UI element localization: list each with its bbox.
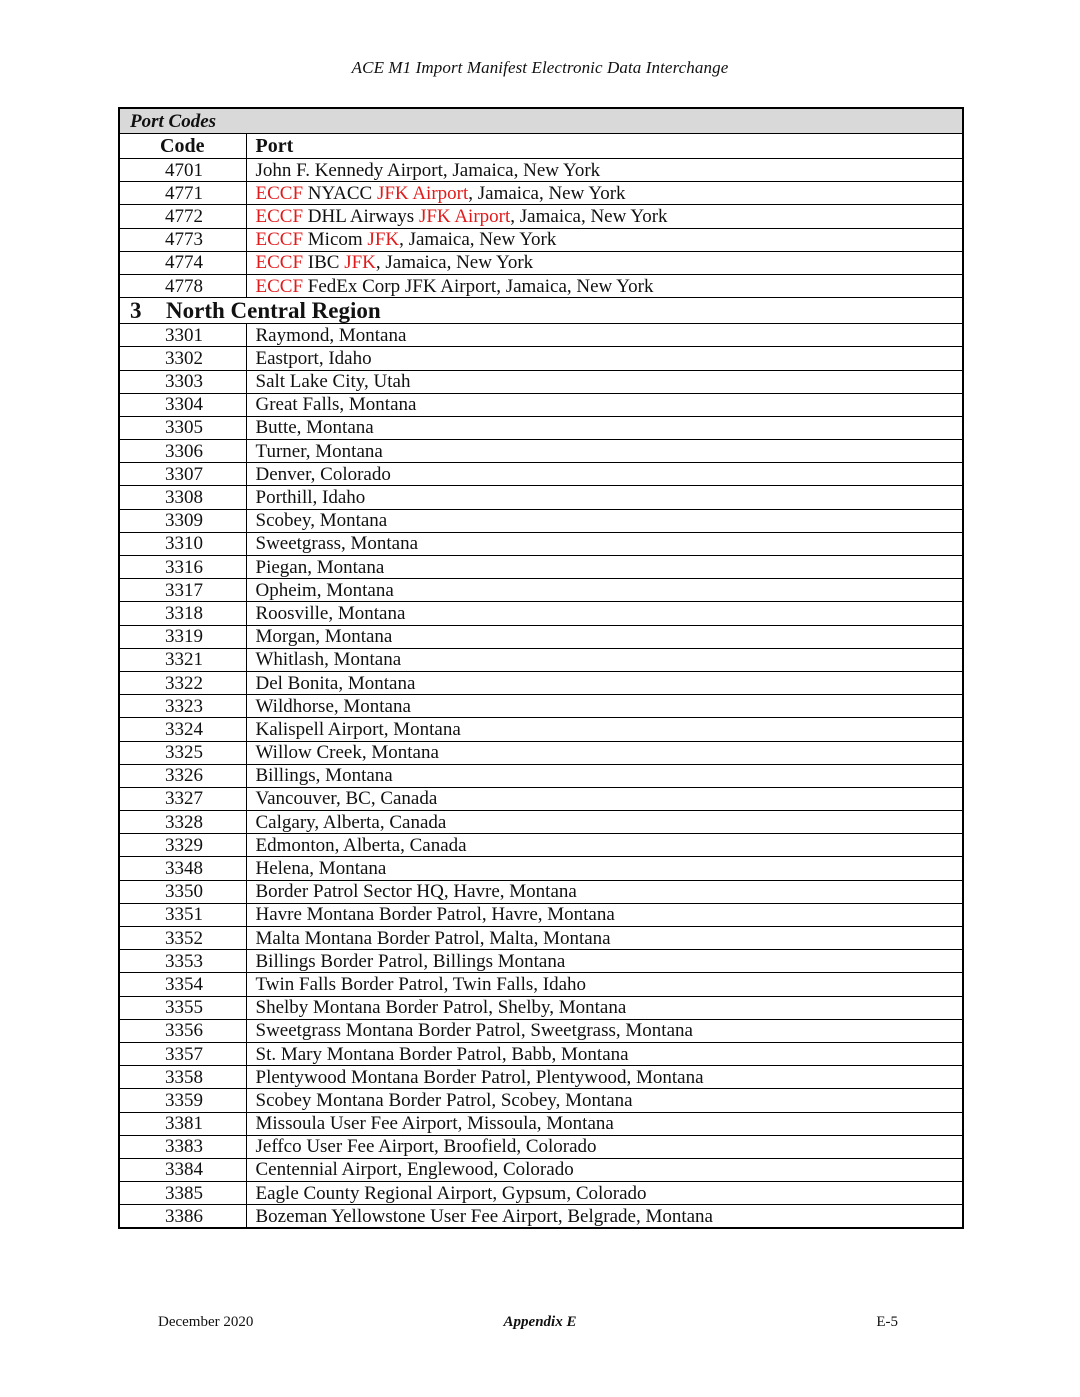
table-row	[119, 205, 963, 228]
port-name: Centennial Airport, Englewood, Colorado	[246, 1158, 963, 1181]
table-row	[119, 1158, 963, 1181]
port-code: 3318	[119, 602, 246, 625]
port-name: Border Patrol Sector HQ, Havre, Montana	[246, 880, 963, 903]
table-row	[119, 274, 963, 297]
port-name: Porthill, Idaho	[246, 486, 963, 509]
table-row	[119, 648, 963, 671]
port-code: 3323	[119, 695, 246, 718]
port-code: 3352	[119, 927, 246, 950]
port-code: 3325	[119, 741, 246, 764]
port-name: Morgan, Montana	[246, 625, 963, 648]
port-code: 4778	[119, 274, 246, 297]
port-code: 3321	[119, 648, 246, 671]
port-name: Willow Creek, Montana	[246, 741, 963, 764]
port-code: 3386	[119, 1205, 246, 1229]
port-name: Del Bonita, Montana	[246, 671, 963, 694]
port-name: Eastport, Idaho	[246, 347, 963, 370]
table-row	[119, 556, 963, 579]
table-row	[119, 950, 963, 973]
port-code: 3385	[119, 1182, 246, 1205]
port-code: 3304	[119, 393, 246, 416]
table-row	[119, 880, 963, 903]
table-row	[119, 973, 963, 996]
port-code: 3319	[119, 625, 246, 648]
port-code: 3350	[119, 880, 246, 903]
port-name: Sweetgrass, Montana	[246, 532, 963, 555]
port-name: ECCF IBC JFK, Jamaica, New York	[246, 251, 963, 274]
table-row	[119, 1182, 963, 1205]
port-name: John F. Kennedy Airport, Jamaica, New York	[246, 159, 963, 182]
table-row	[119, 927, 963, 950]
footer-date: December 2020	[158, 1314, 254, 1330]
port-name: ECCF Micom JFK, Jamaica, New York	[246, 228, 963, 251]
highlighted-text: ECCF	[255, 205, 304, 227]
port-code: 3328	[119, 811, 246, 834]
port-name: Denver, Colorado	[246, 463, 963, 486]
port-name: Vancouver, BC, Canada	[246, 787, 963, 810]
port-name: Roosville, Montana	[246, 602, 963, 625]
column-header-port: Port	[246, 134, 963, 159]
port-name: Helena, Montana	[246, 857, 963, 880]
table-row	[119, 370, 963, 393]
table-row	[119, 695, 963, 718]
table-row	[119, 416, 963, 439]
table-row	[119, 324, 963, 347]
port-code: 3322	[119, 671, 246, 694]
footer-section: Appendix E	[503, 1314, 577, 1330]
port-code: 4772	[119, 205, 246, 228]
port-name: Plentywood Montana Border Patrol, Plentywood, Montana	[246, 1066, 963, 1089]
port-name: Opheim, Montana	[246, 579, 963, 602]
region-name: North Central Region	[166, 298, 381, 324]
port-codes-table	[118, 107, 964, 1229]
table-row	[119, 625, 963, 648]
port-name: ECCF DHL Airways JFK Airport, Jamaica, New York	[246, 205, 963, 228]
table-caption-row	[119, 108, 963, 134]
port-name: Wildhorse, Montana	[246, 695, 963, 718]
port-name: Scobey Montana Border Patrol, Scobey, Montana	[246, 1089, 963, 1112]
port-code: 3316	[119, 556, 246, 579]
port-code: 3348	[119, 857, 246, 880]
port-name: Billings, Montana	[246, 764, 963, 787]
table-row	[119, 251, 963, 274]
port-name: Kalispell Airport, Montana	[246, 718, 963, 741]
port-code: 3326	[119, 764, 246, 787]
port-name: Shelby Montana Border Patrol, Shelby, Montana	[246, 996, 963, 1019]
port-code: 3324	[119, 718, 246, 741]
port-name: Twin Falls Border Patrol, Twin Falls, Idaho	[246, 973, 963, 996]
port-name: Salt Lake City, Utah	[246, 370, 963, 393]
port-code: 3309	[119, 509, 246, 532]
port-name: Turner, Montana	[246, 440, 963, 463]
table-row	[119, 509, 963, 532]
highlighted-text: JFK Airport	[376, 182, 469, 204]
port-name: Calgary, Alberta, Canada	[246, 811, 963, 834]
table-caption: Port Codes	[119, 108, 963, 134]
table-row	[119, 1042, 963, 1065]
table-row	[119, 463, 963, 486]
table-header-row	[119, 134, 963, 159]
table-row	[119, 182, 963, 205]
port-name: Great Falls, Montana	[246, 393, 963, 416]
table-row	[119, 903, 963, 926]
highlighted-text: ECCF	[255, 182, 304, 204]
table-row	[119, 996, 963, 1019]
table-row	[119, 811, 963, 834]
table-row	[119, 1019, 963, 1042]
port-code: 3317	[119, 579, 246, 602]
port-code: 3351	[119, 903, 246, 926]
port-name: Eagle County Regional Airport, Gypsum, Colorado	[246, 1182, 963, 1205]
port-code: 3353	[119, 950, 246, 973]
port-name: Raymond, Montana	[246, 324, 963, 347]
table-row	[119, 834, 963, 857]
table-row	[119, 1089, 963, 1112]
port-name: Scobey, Montana	[246, 509, 963, 532]
port-code: 4773	[119, 228, 246, 251]
port-name: Whitlash, Montana	[246, 648, 963, 671]
port-name: St. Mary Montana Border Patrol, Babb, Montana	[246, 1042, 963, 1065]
table-row	[119, 1205, 963, 1229]
table-row	[119, 741, 963, 764]
port-code: 3329	[119, 834, 246, 857]
port-name: ECCF NYACC JFK Airport, Jamaica, New York	[246, 182, 963, 205]
table-row	[119, 159, 963, 182]
port-code: 3354	[119, 973, 246, 996]
table-row	[119, 440, 963, 463]
port-name: ECCF FedEx Corp JFK Airport, Jamaica, New York	[246, 274, 963, 297]
port-code: 3301	[119, 324, 246, 347]
port-name: Havre Montana Border Patrol, Havre, Montana	[246, 903, 963, 926]
table-row	[119, 671, 963, 694]
port-name: Malta Montana Border Patrol, Malta, Montana	[246, 927, 963, 950]
table-row	[119, 1135, 963, 1158]
port-name: Edmonton, Alberta, Canada	[246, 834, 963, 857]
table-row	[119, 228, 963, 251]
port-code: 3358	[119, 1066, 246, 1089]
port-code: 3305	[119, 416, 246, 439]
table-row	[119, 602, 963, 625]
port-code: 3384	[119, 1158, 246, 1181]
port-name: Jeffco User Fee Airport, Broofield, Colorado	[246, 1135, 963, 1158]
table-row	[119, 764, 963, 787]
column-header-code: Code	[119, 134, 246, 159]
table-row	[119, 787, 963, 810]
port-name: Piegan, Montana	[246, 556, 963, 579]
port-code: 4771	[119, 182, 246, 205]
port-name: Missoula User Fee Airport, Missoula, Montana	[246, 1112, 963, 1135]
highlighted-text: JFK	[344, 252, 376, 274]
port-code: 3302	[119, 347, 246, 370]
port-code: 3359	[119, 1089, 246, 1112]
highlighted-text: ECCF	[255, 229, 304, 251]
port-name: Billings Border Patrol, Billings Montana	[246, 950, 963, 973]
table-row	[119, 579, 963, 602]
table-row	[119, 532, 963, 555]
table-row	[119, 1112, 963, 1135]
port-name: Sweetgrass Montana Border Patrol, Sweetgrass, Montana	[246, 1019, 963, 1042]
region-number: 3	[130, 298, 142, 324]
port-code: 4701	[119, 159, 246, 182]
table-row	[119, 1066, 963, 1089]
highlighted-text: ECCF	[255, 275, 304, 297]
port-code: 4774	[119, 251, 246, 274]
port-code: 3381	[119, 1112, 246, 1135]
table-row	[119, 347, 963, 370]
table-row	[119, 486, 963, 509]
port-code: 3306	[119, 440, 246, 463]
port-name: Bozeman Yellowstone User Fee Airport, Belgrade, Montana	[246, 1205, 963, 1229]
highlighted-text: JFK	[367, 229, 400, 251]
port-code: 3327	[119, 787, 246, 810]
highlighted-text: JFK Airport	[418, 205, 511, 227]
table-row	[119, 857, 963, 880]
port-code: 3307	[119, 463, 246, 486]
highlighted-text: ECCF	[255, 252, 304, 274]
port-code: 3356	[119, 1019, 246, 1042]
document-title: ACE M1 Import Manifest Electronic Data Interchange	[351, 58, 729, 77]
port-code: 3355	[119, 996, 246, 1019]
region-heading-row	[119, 298, 963, 324]
table-row	[119, 718, 963, 741]
port-code: 3310	[119, 532, 246, 555]
port-code: 3357	[119, 1042, 246, 1065]
table-row	[119, 393, 963, 416]
port-code: 3308	[119, 486, 246, 509]
region-heading	[119, 298, 963, 324]
port-name: Butte, Montana	[246, 416, 963, 439]
port-code: 3383	[119, 1135, 246, 1158]
footer-page-number: E-5	[876, 1314, 898, 1330]
port-code: 3303	[119, 370, 246, 393]
